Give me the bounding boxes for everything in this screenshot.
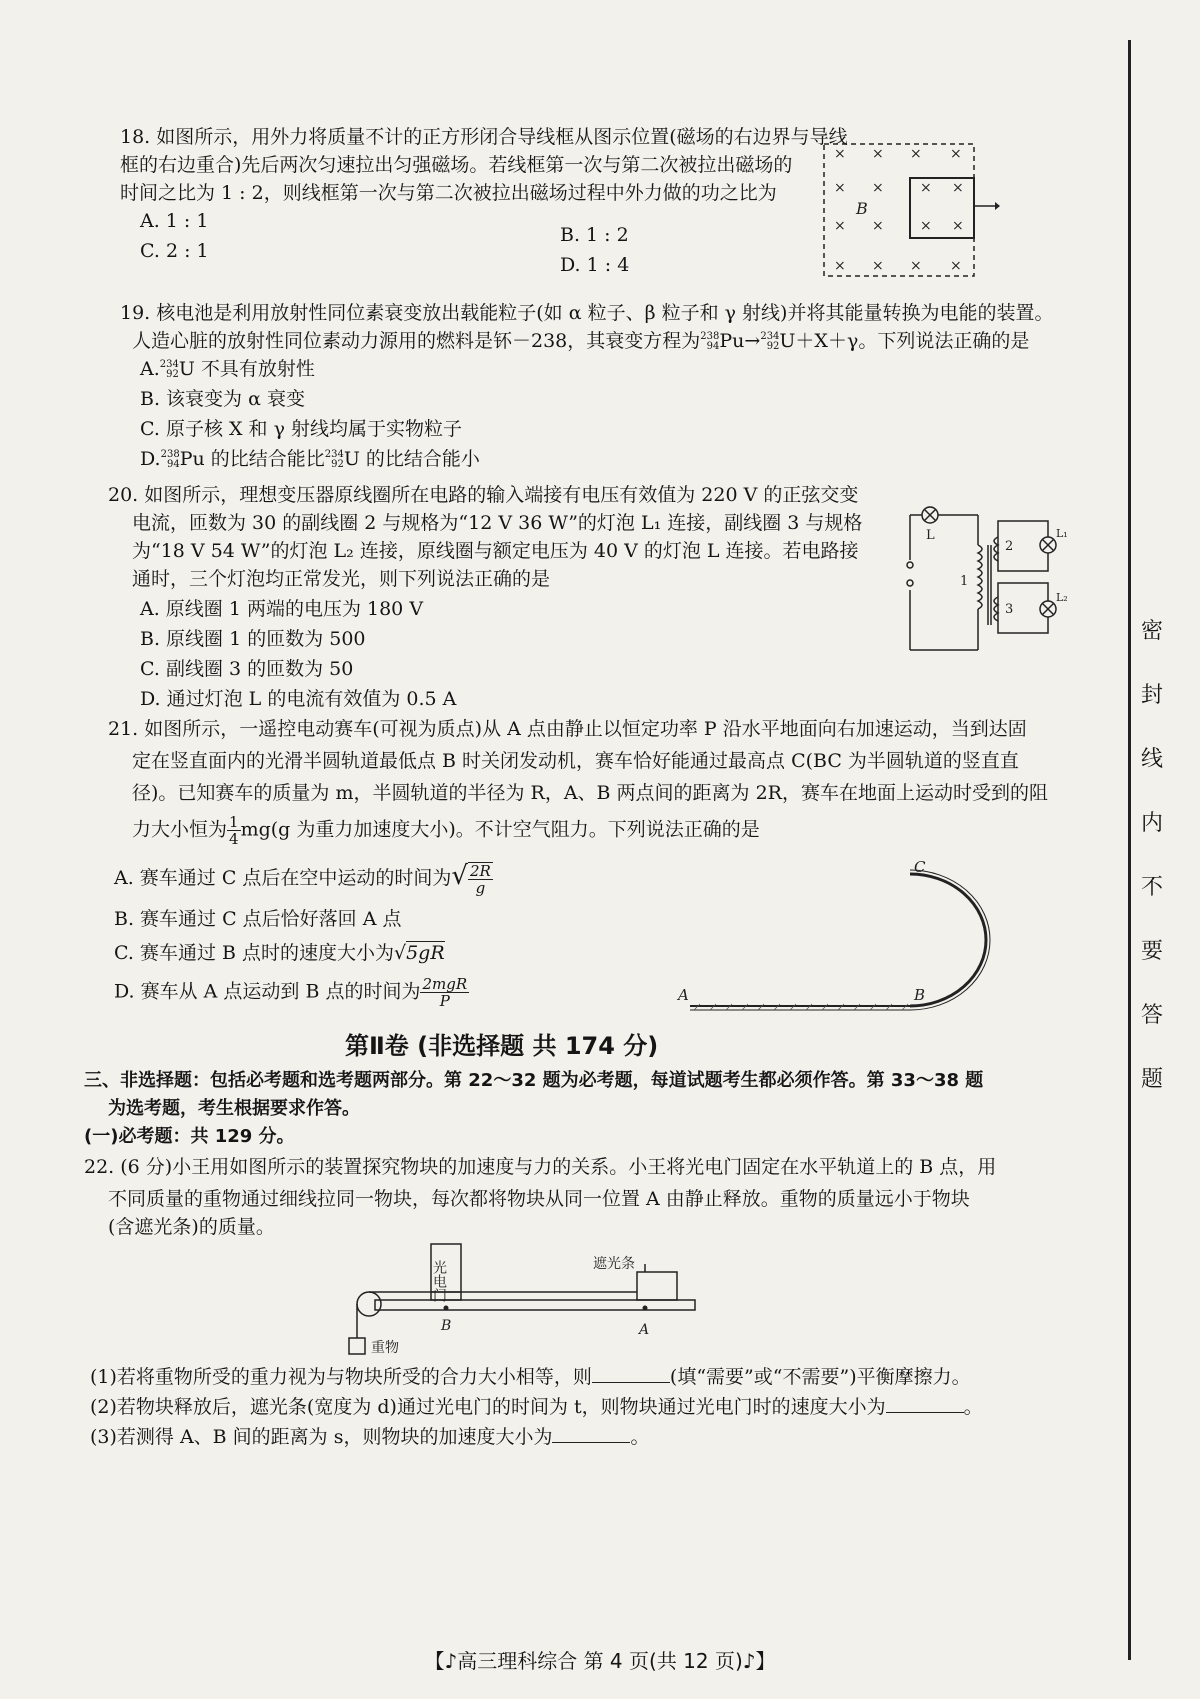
svg-text:×: × [872,258,884,274]
q18-line3: 时间之比为 1 : 2，则线框第一次与第二次被拉出磁场过程中外力做的功之比为 [120,182,777,204]
svg-text:×: × [952,180,964,196]
part2-title: 第Ⅱ卷 (非选择题 共 174 分) [345,1032,659,1060]
q22-fig-label-a: A [639,1322,650,1338]
q22-blank-2[interactable] [886,1394,964,1413]
q21-option-b: B. 赛车通过 C 点后恰好落回 A 点 [114,908,402,930]
q19-line2: 人造心脏的放射性同位素动力源用的燃料是钚－238，其衰变方程为 238 94 Pu→ 234 92 U＋X＋γ。下列说法正确的是 [132,330,1030,352]
q22-apparatus-figure [345,1238,705,1368]
q22-fig-weight-label: 重物 [371,1340,399,1356]
svg-text:×: × [872,146,884,162]
q18-line2: 框的右边重合)先后两次匀速拉出匀强磁场。若线框第一次与第二次被拉出磁场的 [120,154,793,176]
q22-blank-3[interactable] [552,1424,630,1443]
q21-line4: 力大小恒为 $\frac{1}{4}$ mg(g 为重力加速度大小)。不计空气阻力。下列说法正确的是 [132,813,760,848]
svg-text:×: × [872,180,884,196]
part2-line1: 三、非选择题：包括必考题和选考题两部分。第 22～32 题为必考题，每道试题考生都必须作答。第 33～38 题 [84,1070,984,1091]
q18-option-a: A. 1 : 1 [140,210,209,232]
svg-text:×: × [834,258,846,274]
q18-option-b: B. 1 : 2 [560,224,629,246]
q18-line1: 18. 如图所示，用外力将质量不计的正方形闭合导线框从图示位置(磁场的右边界与导线 [120,126,848,148]
svg-text:×: × [872,218,884,234]
q19-option-a: A. 234 92 U 不具有放射性 [140,358,315,380]
q22-sub1: (1)若将重物所受的重力视为与物块所受的合力大小相等，则 (填“需要”或“不需要”)平衡摩擦力。 [90,1366,971,1388]
q18-option-c: C. 2 : 1 [140,240,209,262]
part2-line3: (一)必考题：共 129 分。 [84,1126,295,1147]
q22-fig-strip-label: 遮光条 [593,1256,635,1272]
svg-text:×: × [910,258,922,274]
q20-line2: 电流，匝数为 30 的副线圈 2 与规格为“12 V 36 W”的灯泡 L₁ 连接，副线圈 3 与规格 [132,512,863,534]
q20-fig-label-l1: L₁ [1056,527,1068,540]
q20-fig-label-1: 1 [960,574,969,589]
q20-line1: 20. 如图所示，理想变压器原线圈所在电路的输入端接有电压有效值为 220 V 的正弦交变 [108,484,859,506]
q20-line3: 为“18 V 54 W”的灯泡 L₂ 连接，原线圈与额定电压为 40 V 的灯泡 L 连接。若电路接 [132,540,859,562]
q22-line3: (含遮光条)的质量。 [108,1216,275,1238]
q19-line1: 19. 核电池是利用放射性同位素衰变放出载能粒子(如 α 粒子、β 粒子和 γ 射线)并将其能量转换为电能的装置。 [120,302,1054,324]
q18-fig-label-b: B [856,199,868,218]
q21-track-figure [670,858,990,1023]
svg-text:×: × [920,218,932,234]
q22-sub3: (3)若测得 A、B 间的距离为 s，则物块的加速度大小为 。 [90,1426,650,1448]
q20-line4: 通时，三个灯泡均正常发光，则下列说法正确的是 [132,568,551,590]
q18-magnetic-field-figure [820,140,1000,285]
q20-fig-label-2: 2 [1005,539,1014,554]
q22-sub2: (2)若物块释放后，遮光条(宽度为 d)通过光电门的时间为 t，则物块通过光电门时的速度大小为 。 [90,1396,983,1418]
part2-line2: 为选考题，考生根据要求作答。 [108,1098,360,1119]
q22-fig-gate-label: 光电门 [431,1260,447,1302]
q22-blank-1[interactable] [592,1364,670,1383]
q20-option-d: D. 通过灯泡 L 的电流有效值为 0.5 A [140,688,457,710]
svg-text:×: × [950,146,962,162]
q21-line1: 21. 如图所示，一遥控电动赛车(可视为质点)从 A 点由静止以恒定功率 P 沿水平地面向右加速运动，当到达固 [108,718,1027,740]
q22-line2: 不同质量的重物通过细线拉同一物块，每次都将物块从同一位置 A 由静止释放。重物的质量远小于物块 [108,1188,970,1210]
seal-text: 密封线内不要答题 [1140,619,1163,1092]
q22-fig-label-b: B [441,1318,452,1334]
q21-line3: 径)。已知赛车的质量为 m，半圆轨道的半径为 R，A、B 两点间的距离为 2R，赛车在地面上运动时受到的阻 [132,782,1048,804]
q21-option-d: D. 赛车从 A 点运动到 B 点的时间为 $\frac{\text{2mgR}}{P}$ [114,975,468,1010]
q21-fig-label-b: B [914,986,926,1004]
q18-option-d: D. 1 : 4 [560,254,630,276]
svg-text:×: × [950,258,962,274]
svg-text:×: × [834,218,846,234]
q19-option-b: B. 该衰变为 α 衰变 [140,388,305,410]
q20-fig-label-l: L [926,528,935,543]
q19-option-c: C. 原子核 X 和 γ 射线均属于实物粒子 [140,418,462,440]
q20-transformer-figure [900,505,1068,660]
q20-option-b: B. 原线圈 1 的匝数为 500 [140,628,366,650]
q21-line2: 定在竖直面内的光滑半圆轨道最低点 B 时关闭发动机，赛车恰好能通过最高点 C(BC 为半圆轨道的竖直直 [132,750,1019,772]
svg-text:×: × [952,218,964,234]
q20-fig-label-l2: L₂ [1056,591,1068,604]
q20-option-c: C. 副线圈 3 的匝数为 50 [140,658,354,680]
q20-fig-label-3: 3 [1005,602,1014,617]
svg-text:×: × [910,146,922,162]
q22-line1: 22. (6 分)小王用如图所示的装置探究物块的加速度与力的关系。小王将光电门固定在水平轨道上的 B 点，用 [84,1156,997,1178]
q21-fig-label-c: C [914,858,926,876]
page-footer: 【♪高三理科综合 第 4 页(共 12 页)♪】 [424,1649,776,1673]
q21-option-c: C. 赛车通过 B 点时的速度大小为√5gR [114,942,445,964]
svg-text:×: × [834,180,846,196]
q21-fig-label-a: A [678,986,689,1004]
svg-text:×: × [920,180,932,196]
seal-line [1128,40,1131,1660]
q20-option-a: A. 原线圈 1 两端的电压为 180 V [140,598,424,620]
q19-option-d: D. 238 94 Pu 的比结合能比 234 92 U 的比结合能小 [140,448,480,470]
svg-text:×: × [834,146,846,162]
q21-option-a: A. 赛车通过 C 点后在空中运动的时间为√ $\frac{2R}{g}$ [114,861,491,897]
